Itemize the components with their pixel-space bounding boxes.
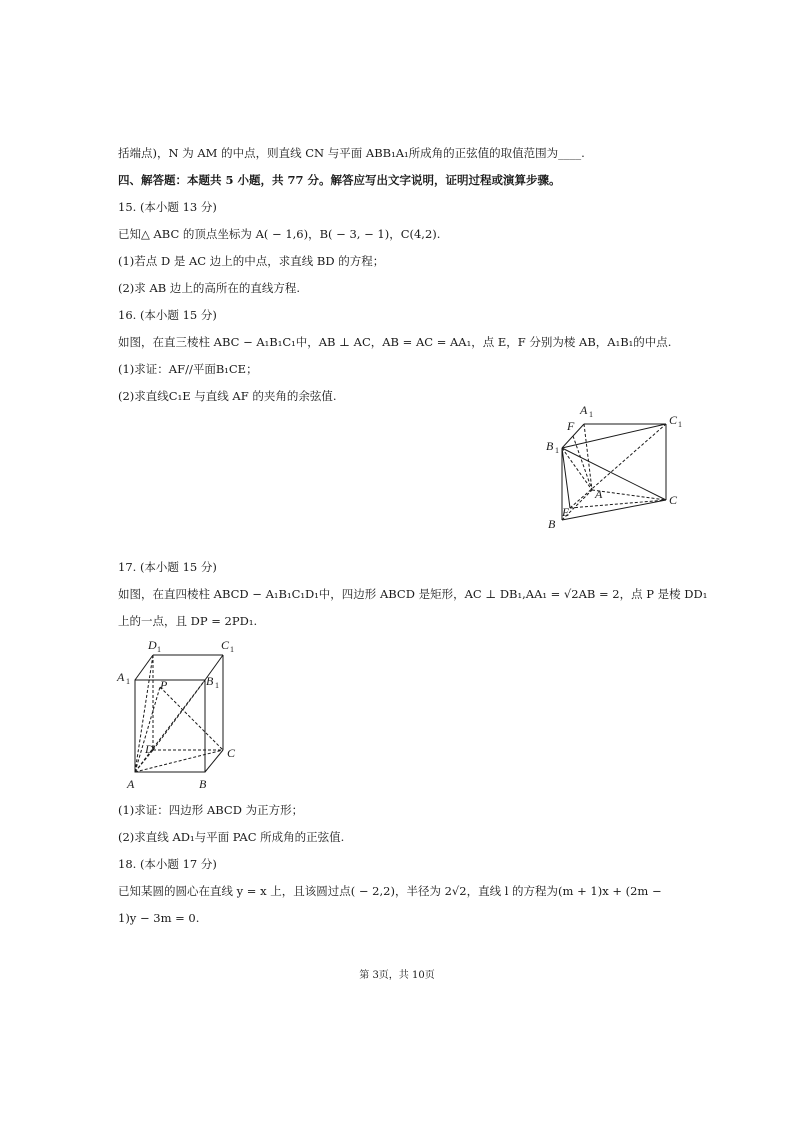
label-F: F (567, 419, 575, 433)
problem-16-text: 如图，在直三棱柱 ABC − A₁B₁C₁中，AB ⊥ AC，AB = AC = AA₁，点 E，F 分别为棱 AB，A₁B₁的中点. (118, 335, 672, 349)
page-footer: 第 3页，共 10页 (359, 970, 435, 981)
edge-FA (573, 436, 592, 490)
label-B: B (199, 777, 207, 791)
edge-B1C1 (562, 424, 666, 448)
problem-18-text-cont: 1)y − 3m = 0. (118, 911, 200, 925)
label-A1: A (580, 403, 588, 417)
label-B1: B (546, 439, 554, 453)
problem-17-part-1: (1)求证：四边形 ABCD 为正方形； (118, 803, 304, 817)
label-E: E (562, 505, 570, 519)
label-A: A (595, 487, 603, 501)
edge-AB1 (135, 680, 205, 772)
prism-figure-16 (540, 400, 690, 535)
edge-A1D1 (135, 655, 153, 680)
prism-figure-17 (115, 635, 250, 795)
section-heading: 四、解答题：本题共 5 小题，共 77 分。解答应写出文字说明，证明过程或演算步骤。 (118, 173, 561, 187)
label-P: P (160, 678, 168, 692)
label-C1: C (221, 638, 230, 652)
problem-16-heading: 16. (本小题 15 分) (118, 308, 217, 322)
problem-17-text: 如图，在直四棱柱 ABCD − A₁B₁C₁D₁中，四边形 ABCD 是矩形，AC ⊥ DB₁,AA₁ = √2AB = 2，点 P 是棱 DD₁ (118, 587, 708, 601)
problem-16-part-2: (2)求直线C₁E 与直线 AF 的夹角的余弦值. (118, 389, 337, 403)
svg-text:1: 1 (555, 446, 559, 455)
label-B1: B (206, 674, 214, 688)
problem-15-text: 已知△ ABC 的顶点坐标为 A( − 1,6)，B( − 3, − 1)，C(4,2). (118, 227, 441, 241)
label-C: C (227, 746, 236, 760)
edge-EC1 (570, 424, 666, 508)
label-D: D (145, 742, 154, 756)
label-C: C (669, 493, 678, 507)
problem-15-heading: 15. (本小题 13 分) (118, 200, 217, 214)
edge-AP (135, 687, 160, 772)
problem-15-part-2: (2)求 AB 边上的高所在的直线方程. (118, 281, 301, 295)
svg-text:1: 1 (215, 681, 219, 690)
problem-17-part-2: (2)求直线 AD₁与平面 PAC 所成角的正弦值. (118, 830, 345, 844)
problem-17-heading: 17. (本小题 15 分) (118, 560, 217, 574)
problem-18-text: 已知某圆的圆心在直线 y = x 上，且该圆过点( − 2,2)，半径为 2√2，直线 l 的方程为(m + 1)x + (2m − (118, 884, 662, 898)
problem-16-part-1: (1)求证：AF//平面B₁CE； (118, 362, 258, 376)
label-B: B (548, 517, 556, 531)
edge-PC (160, 687, 223, 750)
label-C1: C (669, 413, 678, 427)
svg-text:1: 1 (230, 645, 234, 654)
label-D1: D (148, 638, 157, 652)
problem-18-heading: 18. (本小题 17 分) (118, 857, 217, 871)
problem-15-part-1: (1)若点 D 是 AC 边上的中点，求直线 BD 的方程； (118, 254, 385, 268)
text-line-1: 括端点)，N 为 AM 的中点，则直线 CN 与平面 ABB₁A₁所成角的正弦值的取值范围为____. (118, 146, 585, 160)
svg-text:1: 1 (589, 410, 593, 419)
svg-text:1: 1 (126, 677, 130, 686)
label-A: A (127, 777, 135, 791)
problem-17-text-cont: 上的一点，且 DP = 2PD₁. (118, 614, 258, 628)
label-A1: A (117, 670, 125, 684)
edge-B1C (562, 448, 666, 500)
edge-BC (205, 750, 223, 772)
edge-EC (570, 500, 666, 508)
svg-text:1: 1 (157, 645, 161, 654)
edge-BC (562, 500, 666, 520)
svg-text:1: 1 (678, 420, 682, 429)
